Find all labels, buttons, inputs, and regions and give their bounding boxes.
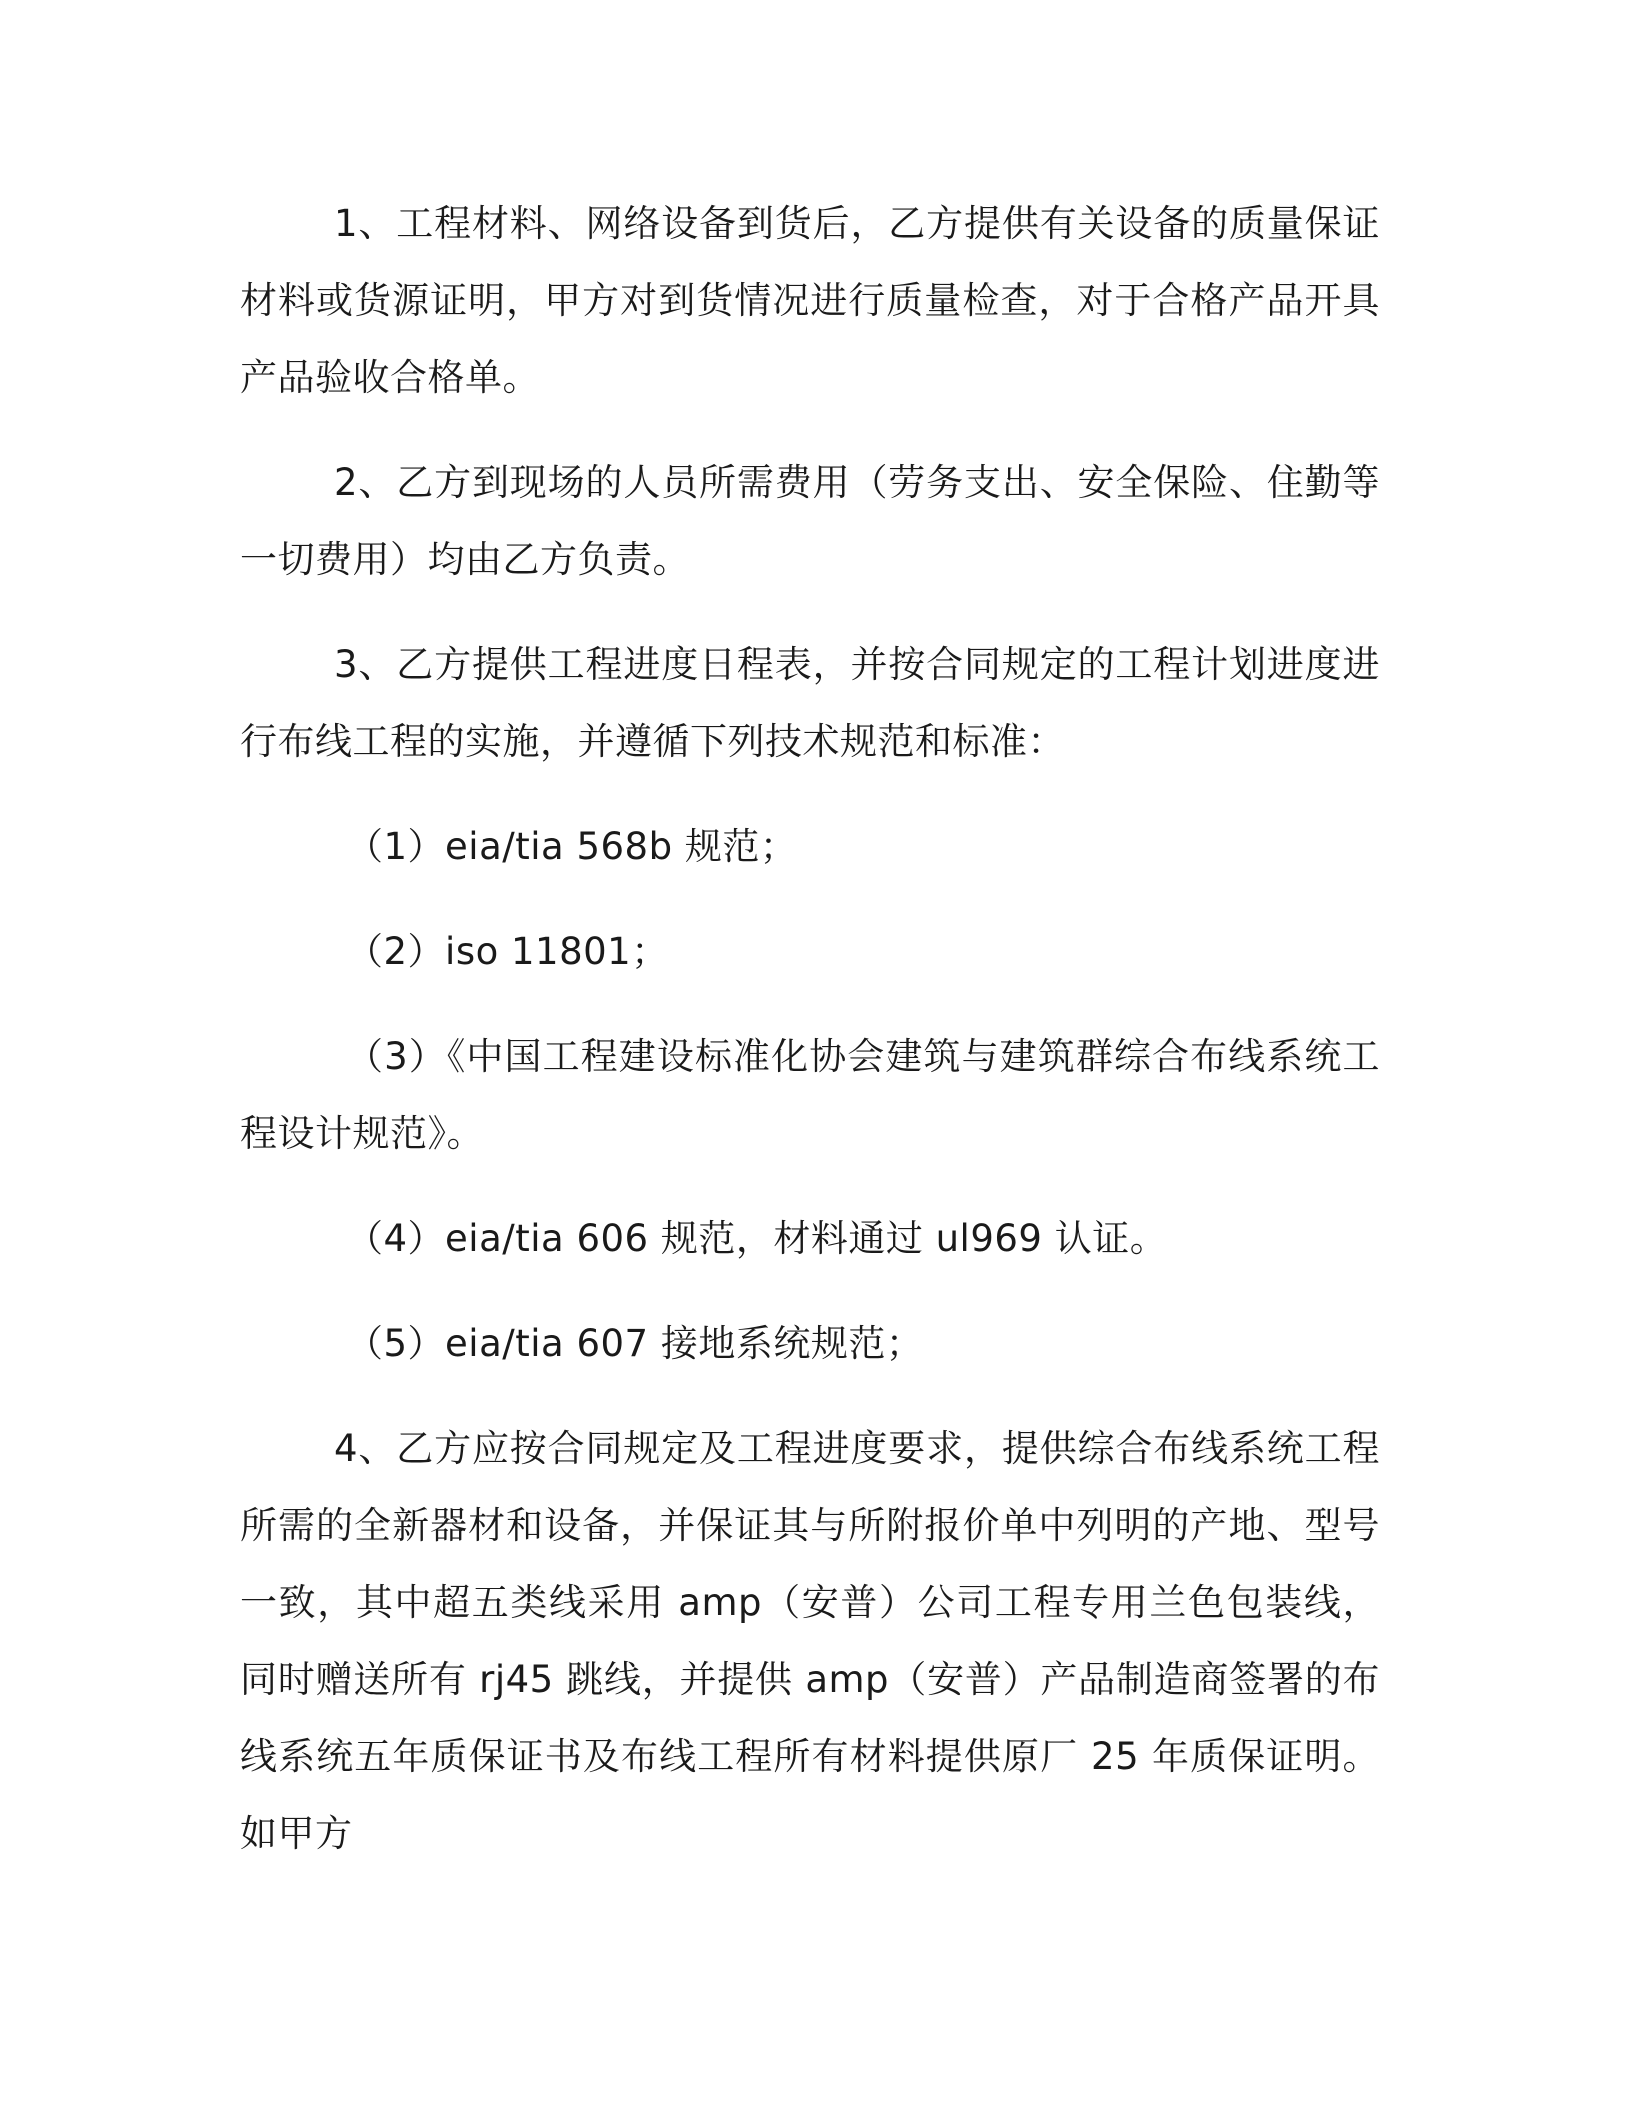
standard-item-5: （5）eia/tia 607 接地系统规范； <box>346 1322 924 1365</box>
clause-2: 2、乙方到现场的人员所需费用（劳务支出、安全保险、住勤等一切费用）均由乙方负责。 <box>240 461 1380 581</box>
standard-item-2: （2）iso 11801； <box>346 930 669 973</box>
clause-4: 4、乙方应按合同规定及工程进度要求，提供综合布线系统工程所需的全新器材和设备，并保证其与所附报价单中列明的产地、型号一致，其中超五类线采用 amp（安普）公司工程专用兰色包装线，同时赠送所有 rj45 跳线，并提供 amp（安普）产品制造商签署的布线系统五年质保证书及布线工程所有材料提供原厂 25 年质保证明。如甲方 <box>240 1427 1380 1855</box>
clause-3: 3、乙方提供工程进度日程表，并按合同规定的工程计划进度进行布线工程的实施，并遵循下列技术规范和标准： <box>240 643 1380 763</box>
clause-1: 1、工程材料、网络设备到货后，乙方提供有关设备的质量保证材料或货源证明，甲方对到货情况进行质量检查，对于合格产品开具产品验收合格单。 <box>240 202 1380 399</box>
standard-item-3: （3）《中国工程建设标准化协会建筑与建筑群综合布线系统工程设计规范》。 <box>240 1035 1380 1155</box>
standard-item-1: （1）eia/tia 568b 规范； <box>346 825 798 868</box>
standard-item-4: （4）eia/tia 606 规范，材料通过 ul969 认证。 <box>346 1217 1168 1260</box>
document-body <box>240 185 1380 1900</box>
